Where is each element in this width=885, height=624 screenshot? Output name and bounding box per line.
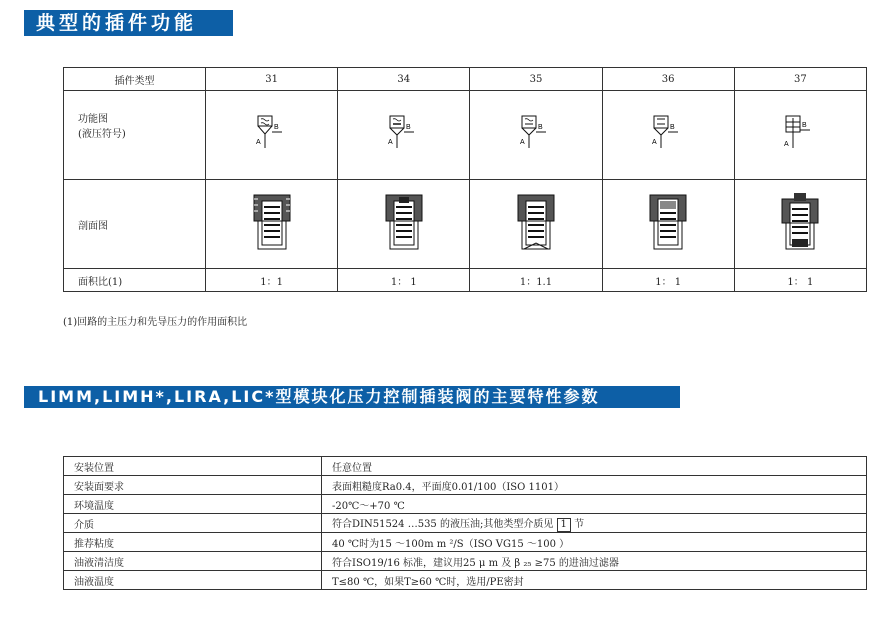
- table-row: [64, 571, 867, 590]
- section-label: 剖面图: [64, 180, 206, 269]
- table-row: [64, 495, 867, 514]
- section-view-row: [64, 180, 867, 269]
- type-37: 37: [734, 68, 866, 91]
- function-label-line1: 功能图: [78, 114, 108, 125]
- port-b-label: B: [802, 121, 808, 129]
- table-row: [64, 533, 867, 552]
- function-symbol-row: [64, 91, 867, 180]
- ratio-label: 面积比(1): [64, 269, 206, 292]
- cartridge-section-icon: [250, 193, 294, 253]
- symbol-31: [206, 91, 338, 180]
- section-reference-box: 1: [557, 518, 571, 532]
- table-row: [64, 457, 867, 476]
- ratio-36: 1： 1: [602, 269, 734, 292]
- area-ratio-row: [64, 269, 867, 292]
- ratio-34: 1： 1: [338, 269, 470, 292]
- table-row: [64, 514, 867, 533]
- symbol-36: [602, 91, 734, 180]
- row-label: 安装位置: [64, 457, 322, 476]
- row-label: 油液温度: [64, 571, 322, 590]
- hydraulic-symbol-icon: [384, 114, 424, 154]
- table-row: [64, 552, 867, 571]
- row-label: 推荐粘度: [64, 533, 322, 552]
- function-label: [64, 91, 206, 180]
- row-value: -20℃～+70 ℃: [322, 495, 867, 514]
- section-36: [602, 180, 734, 269]
- symbol-34: [338, 91, 470, 180]
- hydraulic-symbol-icon: [516, 114, 556, 154]
- type-31: 31: [206, 68, 338, 91]
- section2-title: LIMM,LIMH*,LIRA,LIC*型模块化压力控制插装阀的主要特性参数: [24, 386, 680, 408]
- port-b-label: B: [670, 123, 675, 131]
- row-value: 40 ℃时为15 ～100m m ²/S（ISO VG15 ～100 ）: [322, 533, 867, 552]
- cartridge-section-icon: [382, 193, 426, 253]
- medium-text: 符合DIN51524 …535 的液压油;其他类型介质见: [332, 518, 554, 530]
- table-row: [64, 476, 867, 495]
- row-value: [322, 514, 867, 533]
- row-value: 任意位置: [322, 457, 867, 476]
- footnote: (1)回路的主压力和先导压力的作用面积比: [63, 317, 248, 328]
- row-value: 符合ISO19/16 标准，建议用25 μ m 及 β ₂₅ ≥75 的进油过滤器: [322, 552, 867, 571]
- cartridge-section-icon: [646, 193, 690, 253]
- row-label: 介质: [64, 514, 322, 533]
- section-34: [338, 180, 470, 269]
- ratio-31: 1：1: [206, 269, 338, 292]
- cartridge-types-table: [63, 67, 867, 292]
- ratio-37: 1： 1: [734, 269, 866, 292]
- port-a-label: A: [784, 140, 790, 148]
- cartridge-section-icon: [778, 193, 822, 253]
- function-label-line2: (液压符号): [78, 129, 126, 140]
- characteristics-table: [63, 456, 867, 590]
- symbol-37: [734, 91, 866, 180]
- table-header-row: [64, 68, 867, 91]
- port-b-label: B: [537, 123, 543, 131]
- hydraulic-symbol-icon: [252, 114, 292, 154]
- header-label: 插件类型: [64, 68, 206, 91]
- type-34: 34: [338, 68, 470, 91]
- section-31: [206, 180, 338, 269]
- cartridge-section-icon: [514, 193, 558, 253]
- row-label: 油液清洁度: [64, 552, 322, 571]
- section-37: [734, 180, 866, 269]
- port-b-label: B: [273, 123, 279, 131]
- ratio-35: 1：1.1: [470, 269, 602, 292]
- hydraulic-symbol-icon: [780, 114, 820, 154]
- port-b-label: B: [405, 123, 411, 131]
- symbol-35: [470, 91, 602, 180]
- port-a-label: A: [387, 138, 393, 146]
- type-36: 36: [602, 68, 734, 91]
- section-suffix: 节: [574, 518, 585, 530]
- type-35: 35: [470, 68, 602, 91]
- section1-title: 典型的插件功能: [24, 10, 233, 36]
- section-35: [470, 180, 602, 269]
- row-value: T≤80 ℃，如果T≥60 ℃时，选用/PE密封: [322, 571, 867, 590]
- port-a-label: A: [519, 138, 525, 146]
- row-value: 表面粗糙度Ra0.4，平面度0.01/100（ISO 1101）: [322, 476, 867, 495]
- port-a-label: A: [255, 138, 261, 146]
- port-a-label: A: [652, 138, 657, 146]
- row-label: 安装面要求: [64, 476, 322, 495]
- row-label: 环境温度: [64, 495, 322, 514]
- hydraulic-symbol-icon: [648, 114, 688, 154]
